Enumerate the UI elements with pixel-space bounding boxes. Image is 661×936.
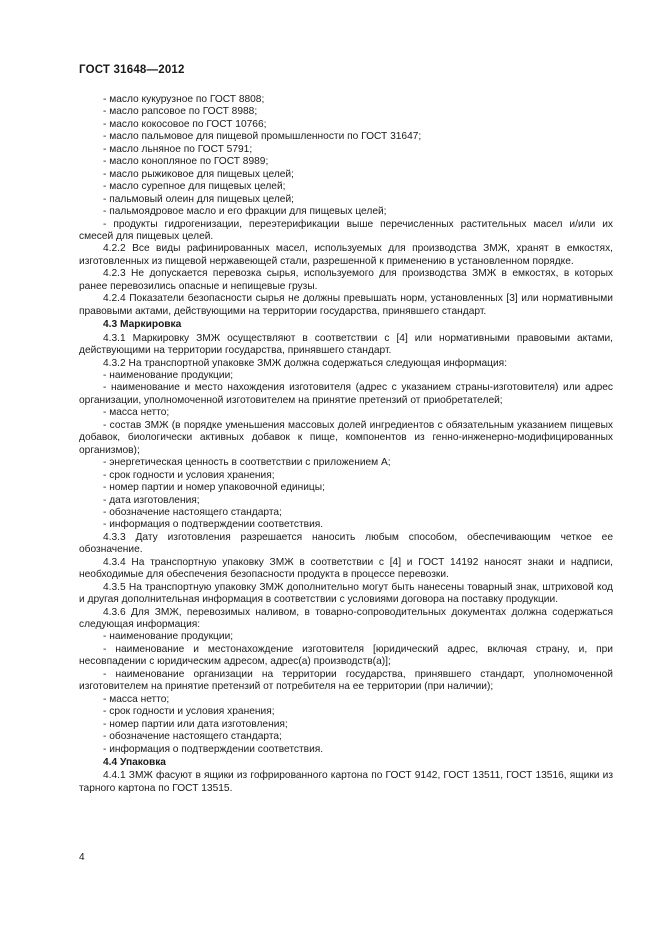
list-item: - масло кукурузное по ГОСТ 8808; bbox=[103, 94, 265, 105]
list-item: - масло льняное по ГОСТ 5791; bbox=[103, 143, 253, 155]
paragraph-4-2-3: 4.2.3 Не допускается перевозка сырья, используемого для производства ЗМЖ в емкостях, в которых ранее перевозились опасные и непищевые грузы. bbox=[79, 268, 613, 292]
list-item: - масса нетто; bbox=[103, 693, 170, 705]
list-item: - срок годности и условия хранения; bbox=[103, 469, 275, 481]
paragraph-4-3-3: 4.3.3 Дату изготовления разрешается наносить любым способом, обеспечивающим четкое ее обозначение. bbox=[79, 531, 613, 556]
paragraph-4-2-4: 4.2.4 Показатели безопасности сырья не должны превышать норм, установленных [3] или нормативными правовыми актами, действующими на территории государства, принявшего стандарт. bbox=[79, 293, 613, 317]
list-item: - масло рапсовое по ГОСТ 8988; bbox=[103, 106, 258, 118]
list-item: - энергетическая ценность в соответствии с приложением А; bbox=[103, 457, 391, 469]
list-item: - масло сурепное для пищевых целей; bbox=[103, 181, 286, 193]
paragraph-4-2-2: 4.2.2 Все виды рафинированных масел, используемых для производства ЗМЖ, хранят в емкостях, изготовленных из пищевой нержавеющей стали, разрешенной к применению в установленном порядке. bbox=[79, 243, 613, 267]
paragraph-4-4-1: 4.4.1 ЗМЖ фасуют в ящики из гофрированного картона по ГОСТ 9142, ГОСТ 13511, ГОСТ 13516, ящики из тарного картона по ГОСТ 13515. bbox=[79, 770, 613, 794]
page-header: ГОСТ 31648—2012 bbox=[79, 64, 185, 76]
list-item: - масло кокосовое по ГОСТ 10766; bbox=[103, 118, 267, 130]
list-item: - масло пальмовое для пищевой промышленности по ГОСТ 31647; bbox=[103, 131, 422, 143]
list-item: - наименование продукции; bbox=[103, 631, 234, 643]
list-item: - наименование и место нахождения изготовителя (адрес с указанием страны-изготовителя) или адрес организации, уполномоченной изготовителем на принятие претензий от приобретателей; bbox=[79, 382, 613, 406]
list-item: - информация о подтверждении соответствия. bbox=[103, 519, 324, 531]
paragraph-4-3-1: 4.3.1 Маркировку ЗМЖ осуществляют в соответствии с [4] или нормативными правовыми актами, действующими на территории государства, принявшего стандарт. bbox=[79, 332, 613, 357]
list-item: - наименование и местонахождение изготовителя [юридический адрес, включая страну, и, при несовпадении с юридическим адресом, адрес(а) производств(а)]; bbox=[79, 643, 613, 668]
paragraph-4-3-5: 4.3.5 На транспортную упаковку ЗМЖ дополнительно могут быть нанесены товарный знак, штриховой код и другая дополнительная информация в соответствии с условиями договора на поставку продукции. bbox=[79, 581, 613, 606]
page-number: 4 bbox=[79, 852, 85, 863]
list-item: - пальмовый олеин для пищевых целей; bbox=[103, 193, 294, 205]
list-item: - масса нетто; bbox=[103, 407, 170, 419]
list-item: - продукты гидрогенизации, переэтерификации выше перечисленных растительных масел и/или их смесей для пищевых целей. bbox=[79, 218, 613, 242]
paragraph-4-3-4: 4.3.4 На транспортную упаковку ЗМЖ в соответствии с [4] и ГОСТ 14192 наносят знаки и надписи, необходимые для обеспечения безопасности продукта в процессе перевозки. bbox=[79, 556, 613, 581]
list-item: - пальмоядровое масло и его фракции для пищевых целей; bbox=[103, 206, 387, 218]
list-item: - информация о подтверждении соответствия. bbox=[103, 743, 324, 755]
list-item: - номер партии и номер упаковочной единицы; bbox=[103, 482, 325, 494]
list-item: - дата изготовления; bbox=[103, 494, 200, 506]
section-heading-4-3: 4.3 Маркировка bbox=[103, 319, 182, 331]
section-heading-4-4: 4.4 Упаковка bbox=[103, 757, 166, 769]
list-item: - состав ЗМЖ (в порядке уменьшения массовых долей ингредиентов с обязательным указанием пищевых добавок, биологически активных добавок к пище, компонентов из генно-инженерно-модифицированных организмов); bbox=[79, 419, 613, 456]
list-item: - наименование продукции; bbox=[103, 369, 234, 381]
list-item: - срок годности и условия хранения; bbox=[103, 706, 275, 718]
list-item: - наименование организации на территории государства, принявшего стандарт, уполномоченной изготовителем на принятие претензий от потребителя на ее территории (при наличии); bbox=[79, 668, 613, 693]
list-item: - обозначение настоящего стандарта; bbox=[103, 506, 282, 518]
paragraph-4-3-2: 4.3.2 На транспортной упаковке ЗМЖ должна содержаться следующая информация: bbox=[103, 357, 508, 369]
paragraph-4-3-6: 4.3.6 Для ЗМЖ, перевозимых наливом, в товарно-сопроводительных документах должна содержаться следующая информация: bbox=[79, 606, 613, 631]
list-item: - номер партии или дата изготовления; bbox=[103, 718, 288, 730]
document-body bbox=[79, 94, 613, 795]
list-item: - обозначение настоящего стандарта; bbox=[103, 731, 282, 743]
list-item: - масло конопляное по ГОСТ 8989; bbox=[103, 156, 269, 168]
list-item: - масло рыжиковое для пищевых целей; bbox=[103, 168, 294, 180]
